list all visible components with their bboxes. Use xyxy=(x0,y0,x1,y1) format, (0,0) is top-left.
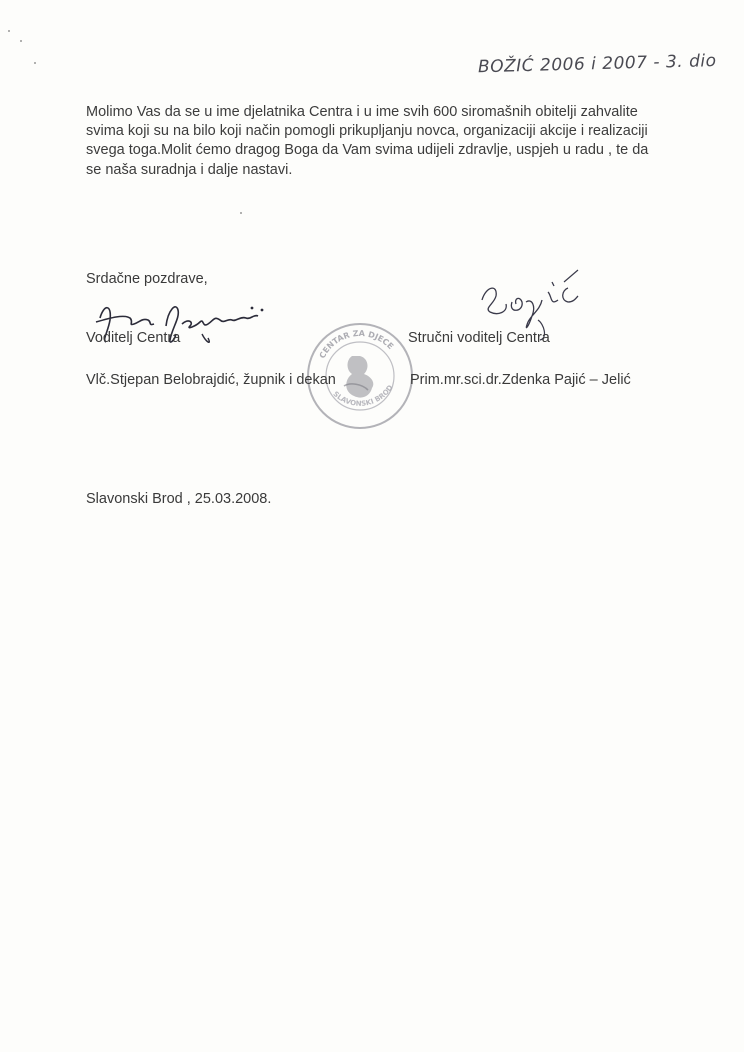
scan-speck xyxy=(240,212,242,214)
left-signatory-name: Vlč.Stjepan Belobrajdić, župnik i dekan xyxy=(86,372,336,388)
place-and-date: Slavonski Brod , 25.03.2008. xyxy=(86,491,272,507)
svg-text:SLAVONSKI BROD: SLAVONSKI BROD xyxy=(331,383,395,408)
scan-speck xyxy=(20,40,22,42)
body-line: Molimo Vas da se u ime djelatnika Centra i u ime svih 600 siromašnih obitelji zahvalite xyxy=(86,104,638,120)
right-signatory-name: Prim.mr.sci.dr.Zdenka Pajić – Jelić xyxy=(410,372,631,388)
closing-greeting: Srdačne pozdrave, xyxy=(86,271,208,287)
body-line: se naša suradnja i dalje nastavi. xyxy=(86,161,293,178)
body-line: svega toga.Molit ćemo dragog Boga da Vam svima udijeli zdravlje, uspjeh u radu , te da xyxy=(86,142,649,159)
right-signatory-role: Stručni voditelj Centra xyxy=(408,330,550,346)
body-line: svima koji su na bilo koji način pomogli prikupljanju novca, organizaciji akcije i realizaciji xyxy=(86,123,648,140)
scan-speck xyxy=(34,62,36,64)
letter-body xyxy=(86,103,666,180)
handwritten-annotation: BOŽIĆ 2006 i 2007 - 3. dio xyxy=(477,51,717,78)
left-signatory-role: Voditelj Centra xyxy=(86,330,181,346)
scan-speck xyxy=(8,30,10,32)
svg-text:CENTAR ZA DJECE: CENTAR ZA DJECE xyxy=(317,328,396,360)
